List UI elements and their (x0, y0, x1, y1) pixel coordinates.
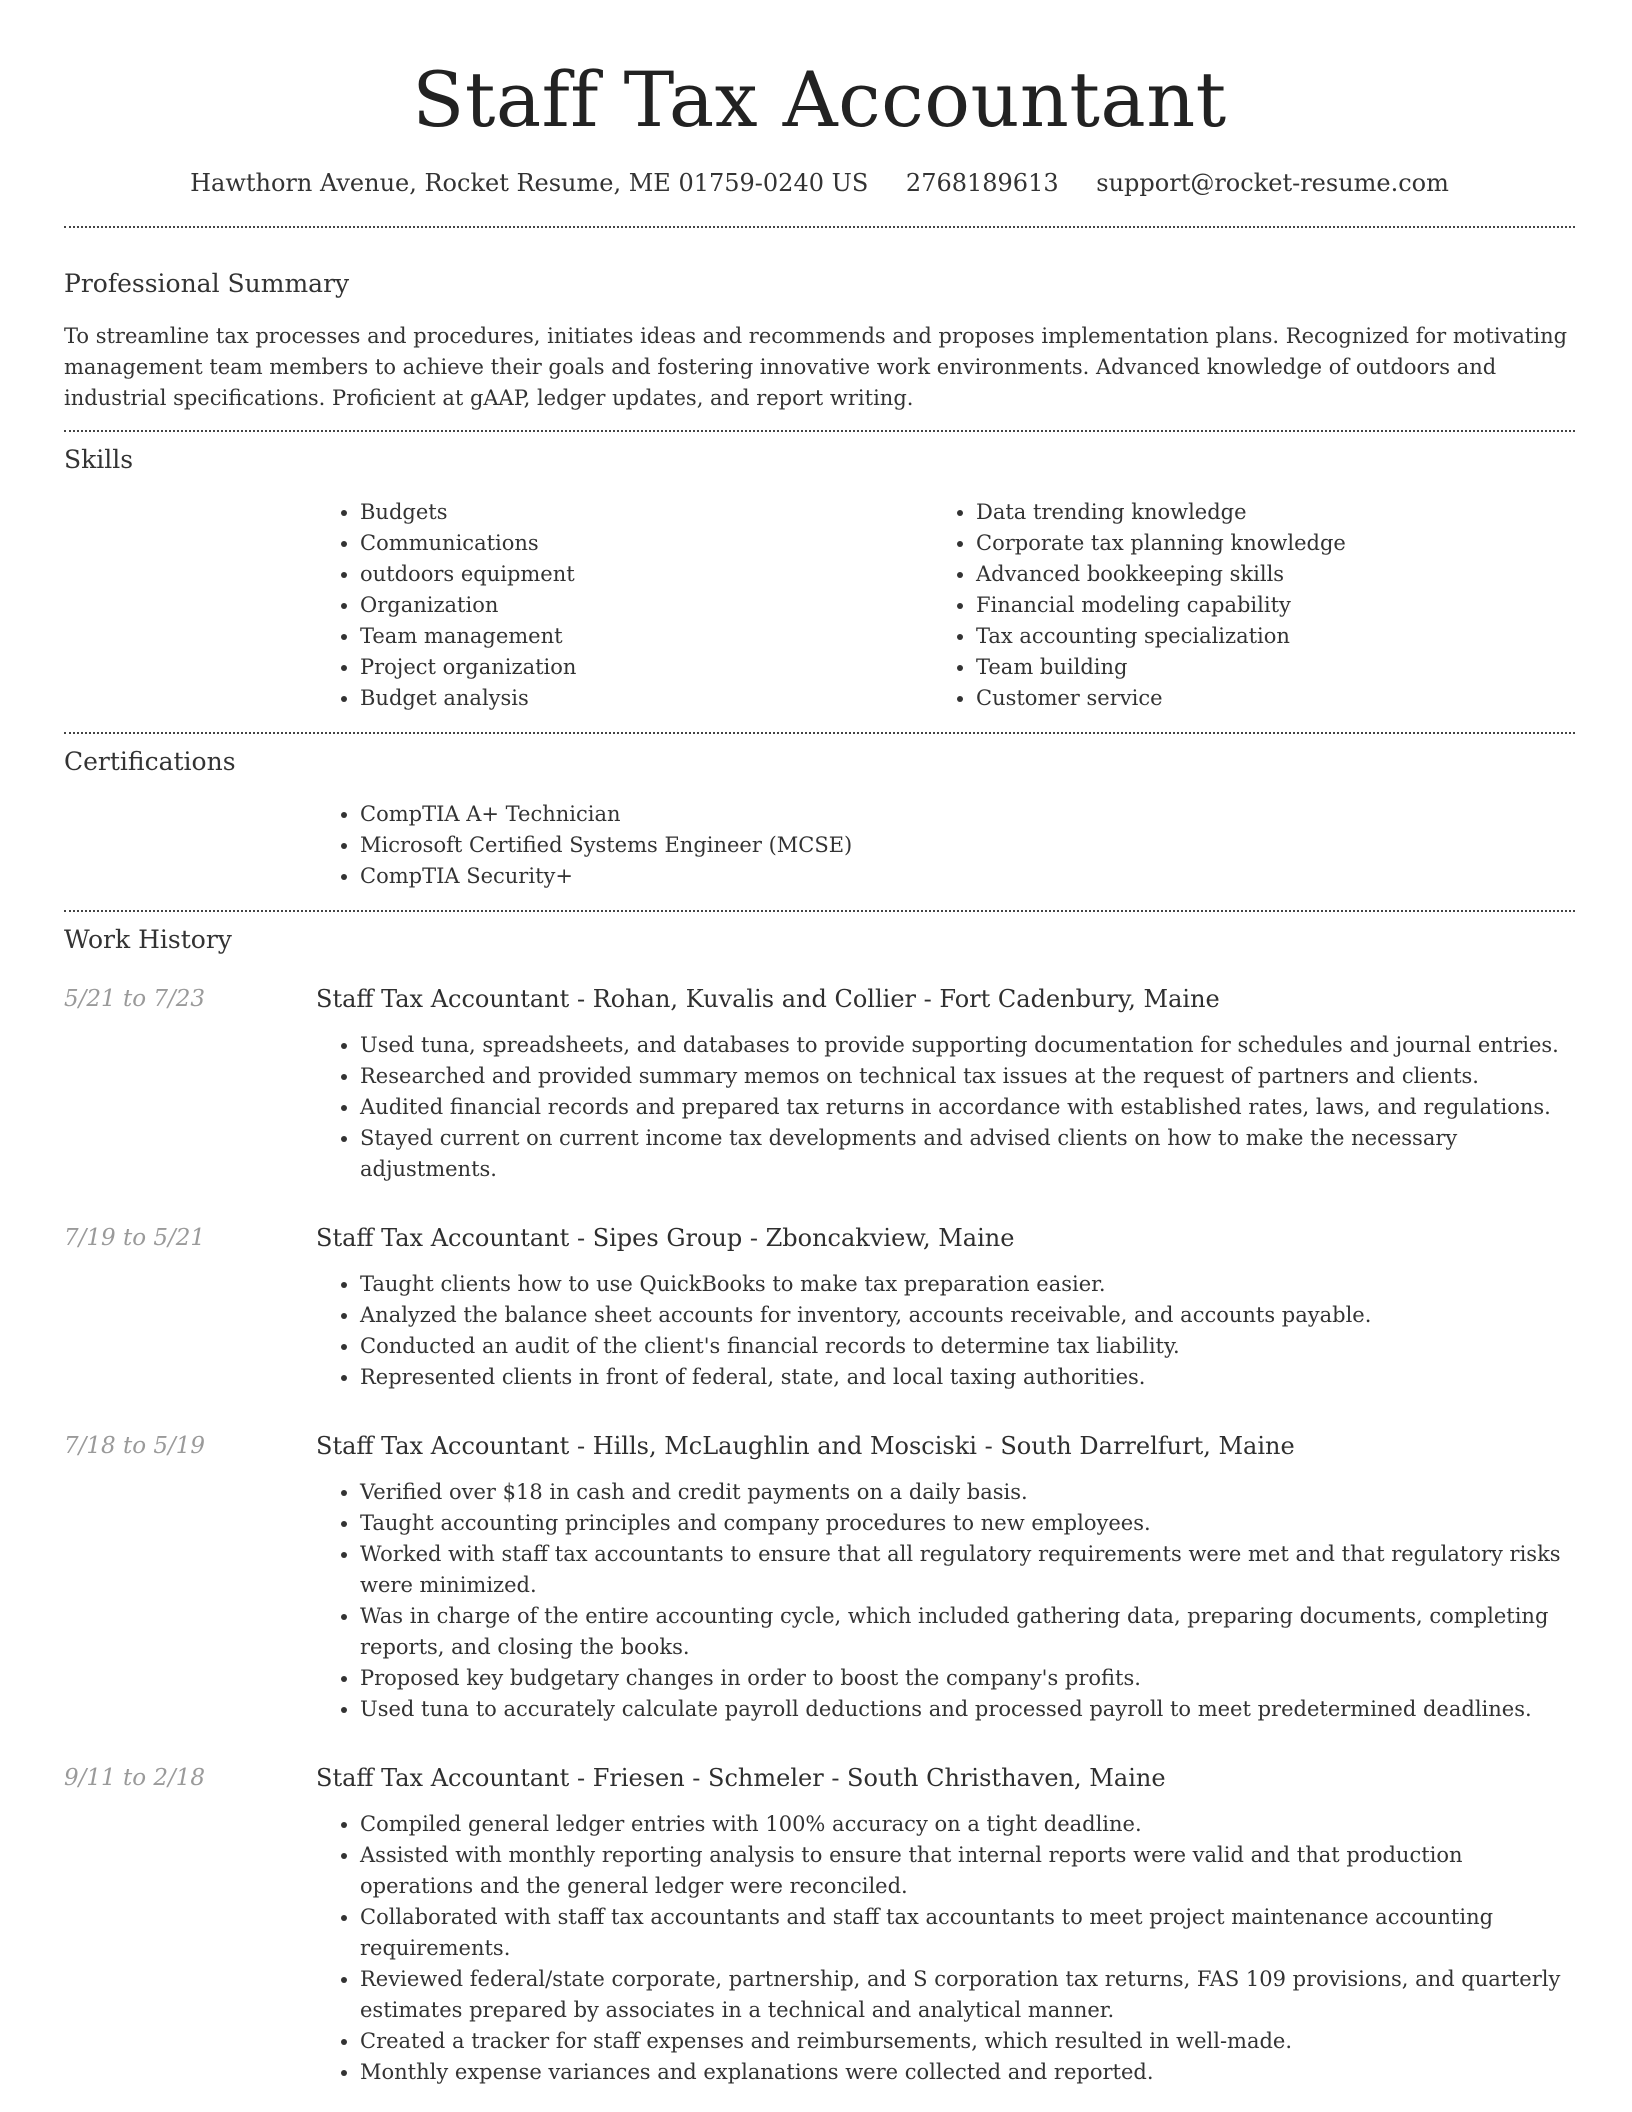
contact-phone: 2768189613 (905, 169, 1059, 197)
contact-line (64, 166, 1575, 200)
section-divider (64, 430, 1575, 432)
job-entry (64, 1761, 1575, 2088)
job-dates: 7/18 to 5/19 (64, 1433, 206, 1459)
skill-item: • Budget analysis (360, 683, 932, 714)
contact-email: support@rocket-resume.com (1096, 169, 1449, 197)
summary-text: To streamline tax processes and procedures, initiates ideas and recommends and proposes implementation plans. Recognized for motivating management team members to achieve their goals and fostering innovative work environments. Advanced knowledge of outdoors and industrial specifications. Proficient at gAAP, ledger updates, and report writing. (64, 324, 1568, 410)
skills-column-left (316, 497, 932, 714)
skill-item: • Corporate tax planning knowledge (976, 528, 1548, 559)
job-heading: Staff Tax Accountant - Rohan, Kuvalis and Collier - Fort Cadenbury, Maine (316, 985, 1220, 1013)
work-history-heading: Work History (64, 925, 232, 954)
section-divider (64, 910, 1575, 912)
certifications-heading: Certifications (64, 747, 236, 776)
contact-address: Hawthorn Avenue, Rocket Resume, ME 01759-0240 US (190, 169, 869, 197)
job-dates: 9/11 to 2/18 (64, 1765, 206, 1791)
skill-item: • outdoors equipment (360, 559, 932, 590)
job-bullet: • Audited financial records and prepared tax returns in accordance with established rates, laws, and regulations. (360, 1092, 1575, 1123)
section-divider (64, 732, 1575, 734)
job-bullets (316, 1809, 1575, 2088)
job-bullets (316, 1477, 1575, 1725)
job-details (316, 1429, 1575, 1725)
job-bullet: • Assisted with monthly reporting analysis to ensure that internal reports were valid and that production operations and the general ledger were reconciled. (360, 1840, 1575, 1902)
job-bullets (316, 1030, 1575, 1185)
job-bullet: • Monthly expense variances and explanations were collected and reported. (360, 2057, 1575, 2088)
job-bullet: • Worked with staff tax accountants to ensure that all regulatory requirements were met and that regulatory risks were minimized. (360, 1539, 1575, 1601)
job-bullets (316, 1269, 1371, 1393)
job-entry (64, 1429, 1575, 1725)
skill-item: • Team management (360, 621, 932, 652)
job-entry (64, 1221, 1575, 1393)
certifications-list (316, 799, 1575, 892)
job-heading: Staff Tax Accountant - Sipes Group - Zboncakview, Maine (316, 1224, 1015, 1252)
candidate-name: Staff Tax Accountant (412, 55, 1227, 144)
job-dates: 7/19 to 5/21 (64, 1225, 206, 1251)
job-bullet: • Researched and provided summary memos on technical tax issues at the request of partners and clients. (360, 1061, 1575, 1092)
skill-item: • Communications (360, 528, 932, 559)
certification-item: • Microsoft Certified Systems Engineer (MCSE) (360, 830, 1575, 861)
skill-item: • Project organization (360, 652, 932, 683)
section-divider (64, 226, 1575, 228)
job-bullet: • Verified over $18 in cash and credit payments on a daily basis. (360, 1477, 1575, 1508)
job-bullet: • Conducted an audit of the client's financial records to determine tax liability. (360, 1331, 1371, 1362)
job-bullet: • Analyzed the balance sheet accounts for inventory, accounts receivable, and accounts payable. (360, 1300, 1371, 1331)
job-bullet: • Stayed current on current income tax developments and advised clients on how to make the necessary adjustments. (360, 1123, 1575, 1185)
job-entry (64, 982, 1575, 1185)
job-bullet: • Proposed key budgetary changes in order to boost the company's profits. (360, 1663, 1575, 1694)
skill-item: • Advanced bookkeeping skills (976, 559, 1548, 590)
resume-page (64, 0, 1575, 2088)
skill-item: • Organization (360, 590, 932, 621)
job-heading: Staff Tax Accountant - Friesen - Schmeler - South Christhaven, Maine (316, 1764, 1166, 1792)
job-bullet: • Represented clients in front of federal, state, and local taxing authorities. (360, 1362, 1371, 1393)
job-heading: Staff Tax Accountant - Hills, McLaughlin and Mosciski - South Darrelfurt, Maine (316, 1432, 1295, 1460)
certification-item: • CompTIA Security+ (360, 861, 1575, 892)
skills-list (316, 497, 1575, 714)
job-dates: 5/21 to 7/23 (64, 986, 206, 1012)
job-bullet: • Reviewed federal/state corporate, partnership, and S corporation tax returns, FAS 109 provisions, and quarterly estimates prepared by associates in a technical and analytical manner. (360, 1964, 1575, 2026)
job-bullet: • Compiled general ledger entries with 100% accuracy on a tight deadline. (360, 1809, 1575, 1840)
job-details (316, 1761, 1575, 2088)
job-bullet: • Used tuna, spreadsheets, and databases to provide supporting documentation for schedules and journal entries. (360, 1030, 1575, 1061)
job-bullet: • Collaborated with staff tax accountants and staff tax accountants to meet project maintenance accounting requirements. (360, 1902, 1575, 1964)
skills-column-right (932, 497, 1548, 714)
summary-heading: Professional Summary (64, 269, 350, 298)
skills-heading: Skills (64, 445, 134, 474)
job-details (316, 1221, 1371, 1393)
skill-item: • Customer service (976, 683, 1548, 714)
job-bullet: • Taught clients how to use QuickBooks to make tax preparation easier. (360, 1269, 1371, 1300)
skill-item: • Team building (976, 652, 1548, 683)
job-bullet: • Used tuna to accurately calculate payroll deductions and processed payroll to meet predetermined deadlines. (360, 1694, 1575, 1725)
skill-item: • Tax accounting specialization (976, 621, 1548, 652)
job-details (316, 982, 1575, 1185)
job-bullet: • Taught accounting principles and company procedures to new employees. (360, 1508, 1575, 1539)
certification-item: • CompTIA A+ Technician (360, 799, 1575, 830)
skill-item: • Financial modeling capability (976, 590, 1548, 621)
skill-item: • Budgets (360, 497, 932, 528)
skill-item: • Data trending knowledge (976, 497, 1548, 528)
job-bullet: • Created a tracker for staff expenses and reimbursements, which resulted in well-made. (360, 2026, 1575, 2057)
job-bullet: • Was in charge of the entire accounting cycle, which included gathering data, preparing documents, completing reports, and closing the books. (360, 1601, 1575, 1663)
